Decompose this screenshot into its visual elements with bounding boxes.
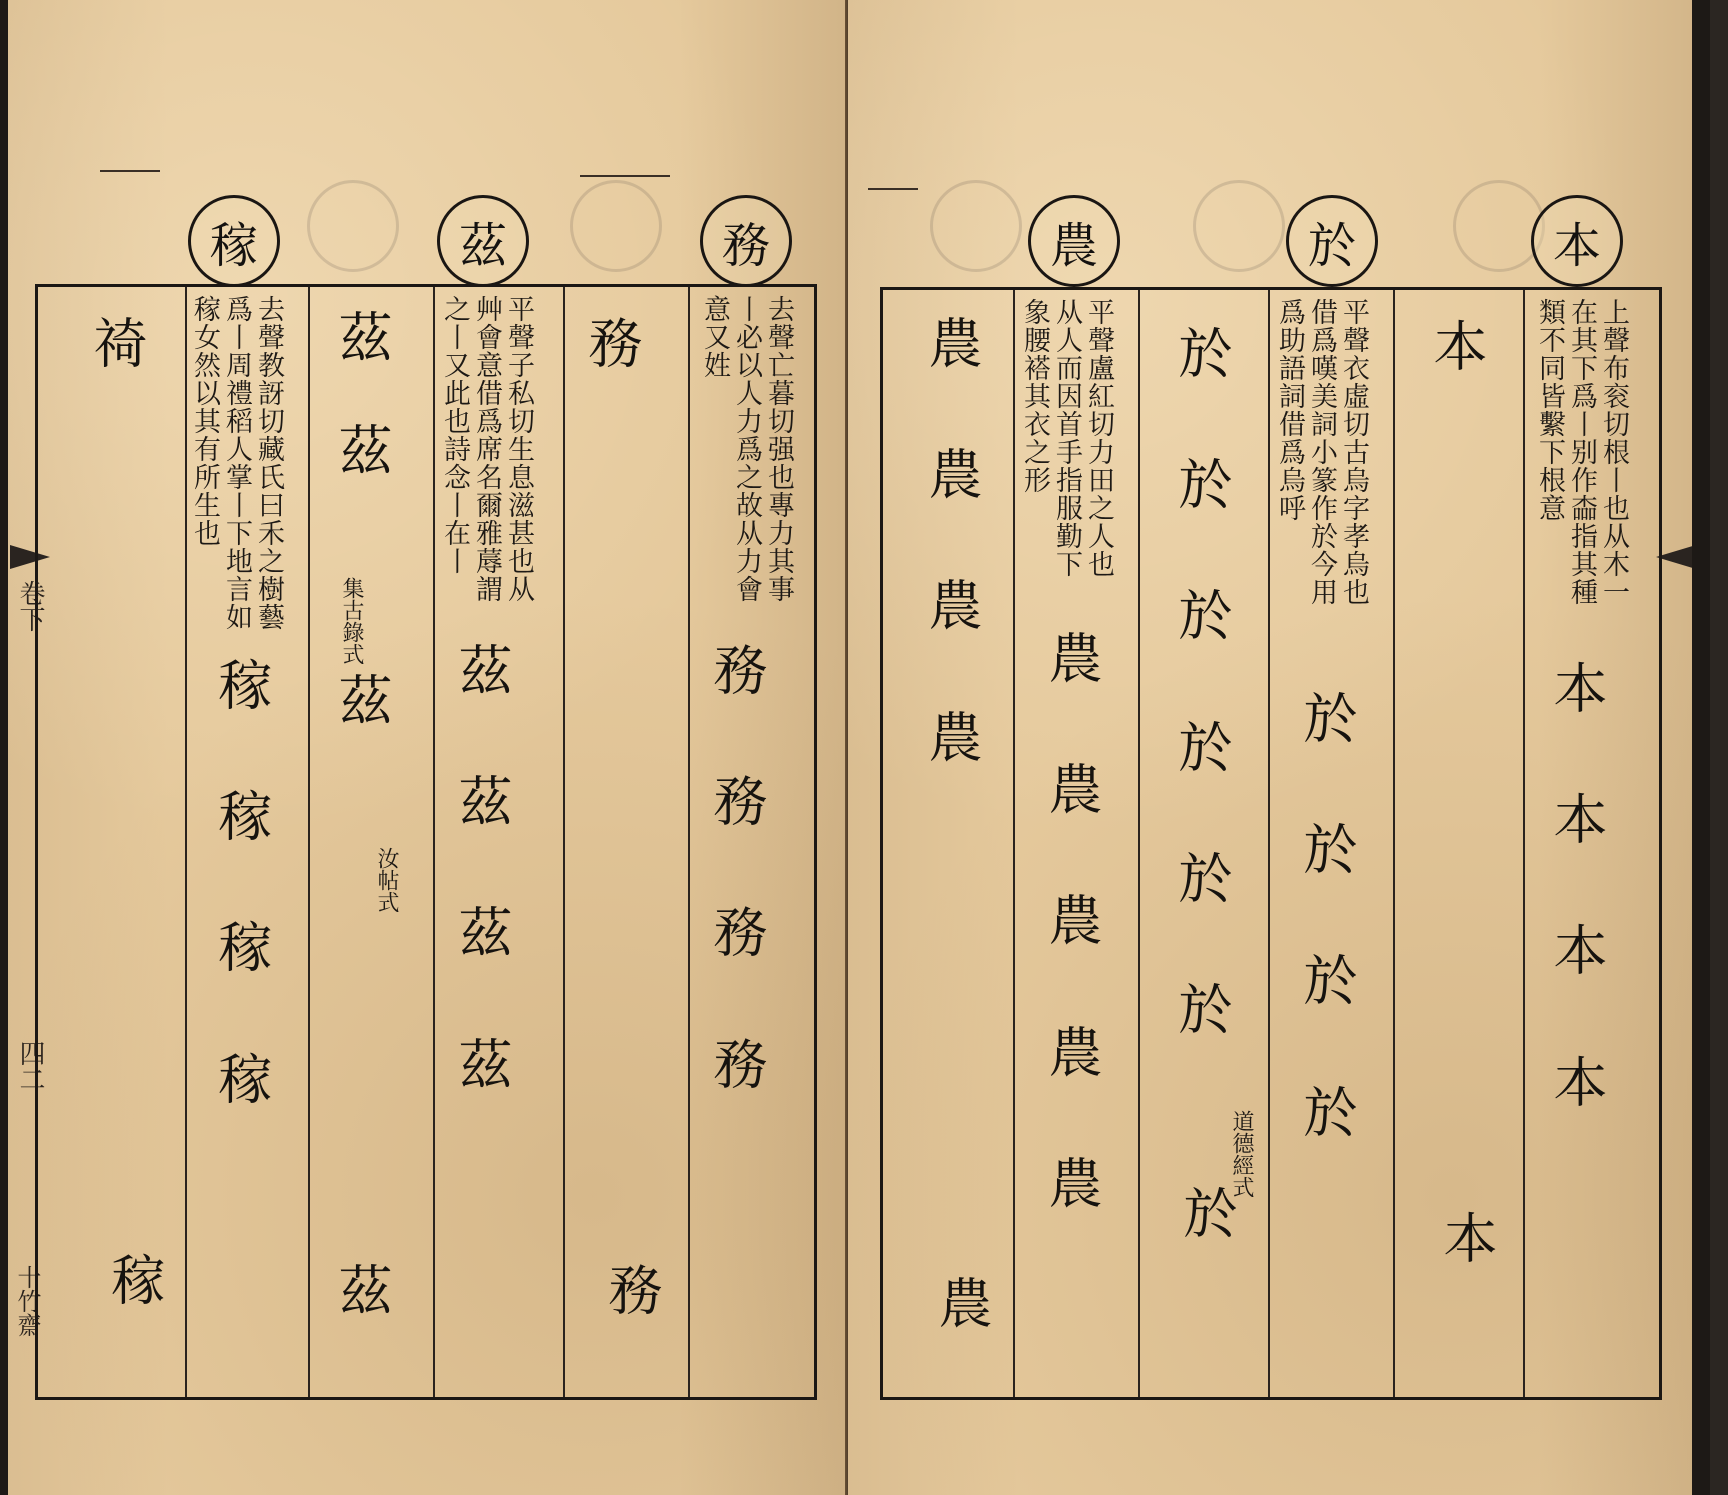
seal-form: 茲: [330, 1262, 393, 1346]
column-rule: [185, 287, 187, 1397]
seal-form: 茲: [330, 672, 393, 756]
seal-form: 於: [1170, 456, 1233, 541]
seal-form: 農: [920, 577, 983, 662]
headword-seal: 農: [1028, 195, 1120, 287]
seal-form: 本: [1425, 318, 1488, 402]
seal-form: 本: [1435, 1210, 1498, 1294]
print-mark: [580, 175, 670, 177]
seal-forms-column: [443, 642, 520, 1120]
column-rule: [1393, 290, 1395, 1397]
studio-mark: 十竹齋: [13, 1265, 41, 1337]
ghost-seal: [570, 180, 662, 272]
seal-form: 農: [1040, 630, 1103, 714]
column-rule: [1268, 290, 1270, 1397]
volume-label: 卷下: [15, 580, 45, 632]
seal-form: 稼: [210, 657, 273, 741]
seal-form: 本: [1545, 791, 1608, 876]
definition-notes: 上聲布衮切根丨也从木一在其下爲丨别作楍指其種類不同皆繫下根意: [1534, 298, 1629, 606]
print-mark: [868, 188, 918, 190]
headword-seal: 茲: [437, 195, 529, 287]
column-rule: [308, 287, 310, 1397]
ghost-seal: [307, 180, 399, 272]
source-annotation: 集古錄式: [339, 577, 364, 665]
seal-form: 於: [1170, 718, 1233, 803]
definition-notes: 去聲亡暮切强也專力其事丨必以人力爲之故从力會意又姓: [699, 295, 794, 603]
headword-seal: 稼: [188, 195, 280, 287]
column-rule: [433, 287, 435, 1397]
seal-form: 茲: [330, 309, 393, 393]
column-rule: [563, 287, 565, 1397]
seal-form: 農: [1040, 1023, 1103, 1108]
ghost-seal: [930, 180, 1022, 272]
seal-form: 於: [1295, 690, 1358, 774]
seal-forms-column: [1538, 660, 1615, 1138]
seal-form: 務: [580, 315, 643, 399]
seal-forms-column: [1163, 325, 1240, 1065]
definition-notes: 平聲子私切生息滋甚也从艸會意借爲席名爾雅蓐謂之丨又此也詩念丨在丨: [439, 295, 534, 603]
ghost-seal: [1193, 180, 1285, 272]
seal-forms-column: [913, 315, 990, 793]
column-rule: [688, 287, 690, 1397]
column-rule: [1013, 290, 1015, 1397]
seal-form: 茲: [450, 1035, 513, 1120]
definition-notes: 平聲盧紅切力田之人也从人而因首手指服勤下象腰褡其衣之形: [1019, 298, 1114, 578]
seal-form: 稼: [210, 788, 273, 873]
seal-form: 本: [1545, 660, 1608, 744]
seal-form: 務: [705, 1035, 768, 1120]
seal-form: 稼: [103, 1252, 166, 1336]
seal-form: 農: [1040, 892, 1103, 977]
seal-form: 農: [1040, 761, 1103, 846]
right-edge: [1692, 0, 1710, 1495]
seal-form: 茲: [450, 642, 513, 726]
seal-form: 農: [920, 446, 983, 531]
source-annotation: 汝帖式: [374, 847, 399, 913]
seal-form: 農: [1040, 1154, 1103, 1239]
seal-form: 務: [600, 1262, 663, 1346]
right-page: [848, 0, 1710, 1495]
seal-form: 農: [920, 315, 983, 399]
left-text-frame: [35, 284, 817, 1400]
fish-tail-mark: [1656, 545, 1696, 569]
left-page: [0, 0, 849, 1495]
print-mark: [100, 170, 160, 172]
seal-form: 本: [1545, 1053, 1608, 1138]
seal-form: 稼: [210, 1050, 273, 1135]
seal-form: 於: [1170, 849, 1233, 934]
seal-form: 於: [1170, 587, 1233, 672]
ghost-seal: [1453, 180, 1545, 272]
seal-form: 茲: [450, 904, 513, 989]
seal-form: 於: [1295, 952, 1358, 1037]
seal-form: 於: [1170, 325, 1233, 409]
seal-form: 務: [705, 642, 768, 726]
seal-form: 稼: [210, 919, 273, 1004]
headword-seal: 於: [1286, 195, 1378, 287]
column-rule: [1523, 290, 1525, 1397]
seal-form: 農: [930, 1275, 993, 1359]
headword-seal: 本: [1531, 195, 1623, 287]
seal-forms-column: [698, 642, 775, 1120]
seal-form: 於: [1170, 980, 1233, 1065]
seal-form: 務: [705, 904, 768, 989]
left-edge: [0, 0, 8, 1495]
seal-forms-column: [203, 657, 280, 1135]
headword-seal: 務: [700, 195, 792, 287]
seal-form: 䄎: [85, 315, 148, 399]
seal-form: 茲: [450, 773, 513, 858]
seal-form: 於: [1295, 1083, 1358, 1168]
source-annotation: 道德經式: [1229, 1110, 1254, 1198]
seal-form: 於: [1295, 821, 1358, 906]
seal-form: 於: [1175, 1185, 1238, 1269]
seal-form: 茲: [330, 422, 393, 506]
seal-form: 務: [705, 773, 768, 858]
seal-form: 農: [920, 708, 983, 793]
column-rule: [1138, 290, 1140, 1397]
definition-notes: 平聲衣虛切古烏字孝烏也借爲嘆美詞小篆作於今用爲助語詞借爲烏呼: [1274, 298, 1369, 606]
page-number: 四二: [15, 1040, 45, 1092]
definition-notes: 去聲教訝切藏氏曰禾之樹藝爲丨周禮稻人掌丨下地言如稼女然以其有所生也: [189, 295, 284, 631]
seal-forms-column: [1288, 690, 1365, 1168]
right-text-frame: [880, 287, 1662, 1400]
seal-forms-column: [1033, 630, 1110, 1239]
seal-form: 本: [1545, 922, 1608, 1007]
